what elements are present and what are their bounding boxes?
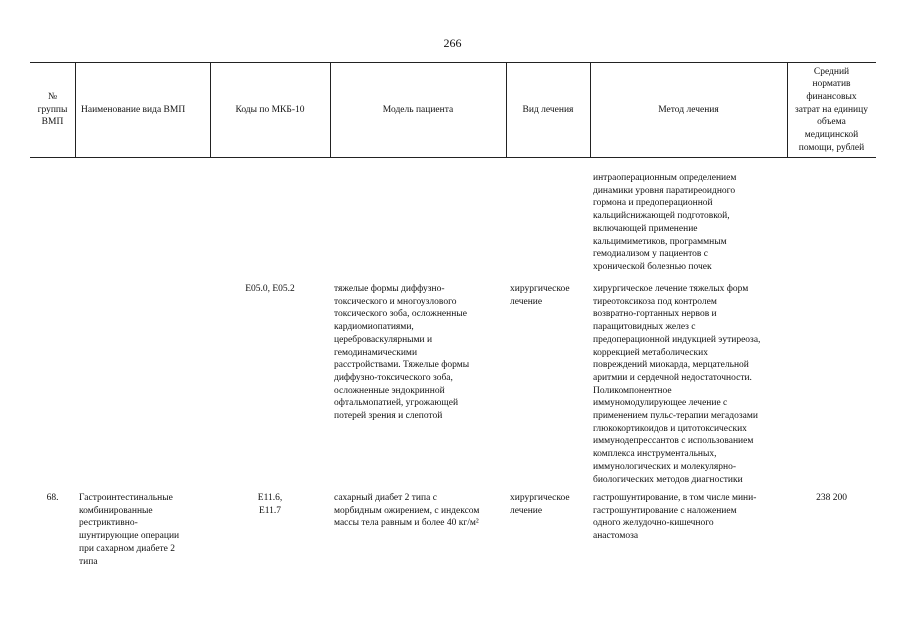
cell-method: гастрошунтирование, в том числе мини- гастрошунтирование с наложением одного желудочно-кишечного анастомоза bbox=[593, 493, 757, 542]
header-group-no bbox=[30, 63, 75, 157]
header-treatment-type-text: Вид лечения bbox=[522, 104, 574, 115]
cell-method: хирургическое лечение тяжелых форм тиреотоксикоза под контролем возвратно-гортанных нервов и паращитовидных желез с предоперационной индукцией эутиреоза, коррекцией метаболических повреждений миокарда, мерцательной аритмии и сердечной недостаточности. Поликомпонентное иммуномодулирующее лечение с применением пульс-терапии мегадозами глюкокортикоидов и цитотоксических иммунодепрессантов с использованием комплекса инструментальных, иммунологических и молекулярно- биологических методов диагностики bbox=[593, 284, 761, 485]
header-bottom-border bbox=[30, 157, 876, 158]
header-name-text: Наименование вида ВМП bbox=[81, 104, 186, 115]
cell-cost: 238 200 bbox=[816, 493, 847, 503]
header-cost-text: Средний норматив финансовых затрат на единицу объема медицинской помощи, рублей bbox=[795, 66, 868, 153]
page-number: 266 bbox=[443, 36, 462, 50]
header-codes bbox=[210, 63, 330, 157]
header-treatment-method bbox=[590, 63, 787, 157]
header-codes-text: Коды по МКБ-10 bbox=[235, 104, 305, 115]
col-divider-1 bbox=[75, 62, 76, 157]
header-group-no-text: № группы ВМП bbox=[37, 91, 68, 128]
cell-patient-model: сахарный диабет 2 типа с морбидным ожирением, с индексом массы тела равным и более 40 кг/м² bbox=[334, 493, 480, 529]
cell-method: интраоперационным определением динамики уровня паратиреоидного гормона и предоперационной кальцийснижающей подготовкой, включающей применение кальцимиметиков, программным гемодиализом у пациентов с хронической болезнью почек bbox=[593, 173, 737, 272]
cell-name: Гастроинтестинальные комбинированные рестриктивно- шунтирующие операции при сахарном диабете 2 типа bbox=[79, 493, 180, 567]
cell-treatment-type: хирургическое лечение bbox=[510, 284, 570, 307]
cell-codes: E05.0, E05.2 bbox=[245, 284, 295, 294]
header-cost bbox=[787, 63, 876, 157]
cell-patient-model: тяжелые формы диффузно- токсического и многоузлового токсического зоба, осложненные кардиомиопатиями, цереброваскулярными и гемодинамическими расстройствами. Тяжелые формы диффузно-токсического зоба, осложненные эндокринной офтальмопатией, угрожающей потерей зрения и слепотой bbox=[334, 284, 470, 422]
header-name bbox=[81, 63, 210, 157]
cell-codes: E11.6, E11.7 bbox=[257, 493, 283, 516]
header-treatment-type bbox=[506, 63, 590, 157]
header-patient-model-text: Модель пациента bbox=[382, 104, 454, 115]
header-treatment-method-text: Метод лечения bbox=[658, 104, 719, 115]
cell-treatment-type: хирургическое лечение bbox=[510, 493, 570, 516]
header-patient-model bbox=[330, 63, 506, 157]
cell-group-no: 68. bbox=[46, 493, 59, 503]
